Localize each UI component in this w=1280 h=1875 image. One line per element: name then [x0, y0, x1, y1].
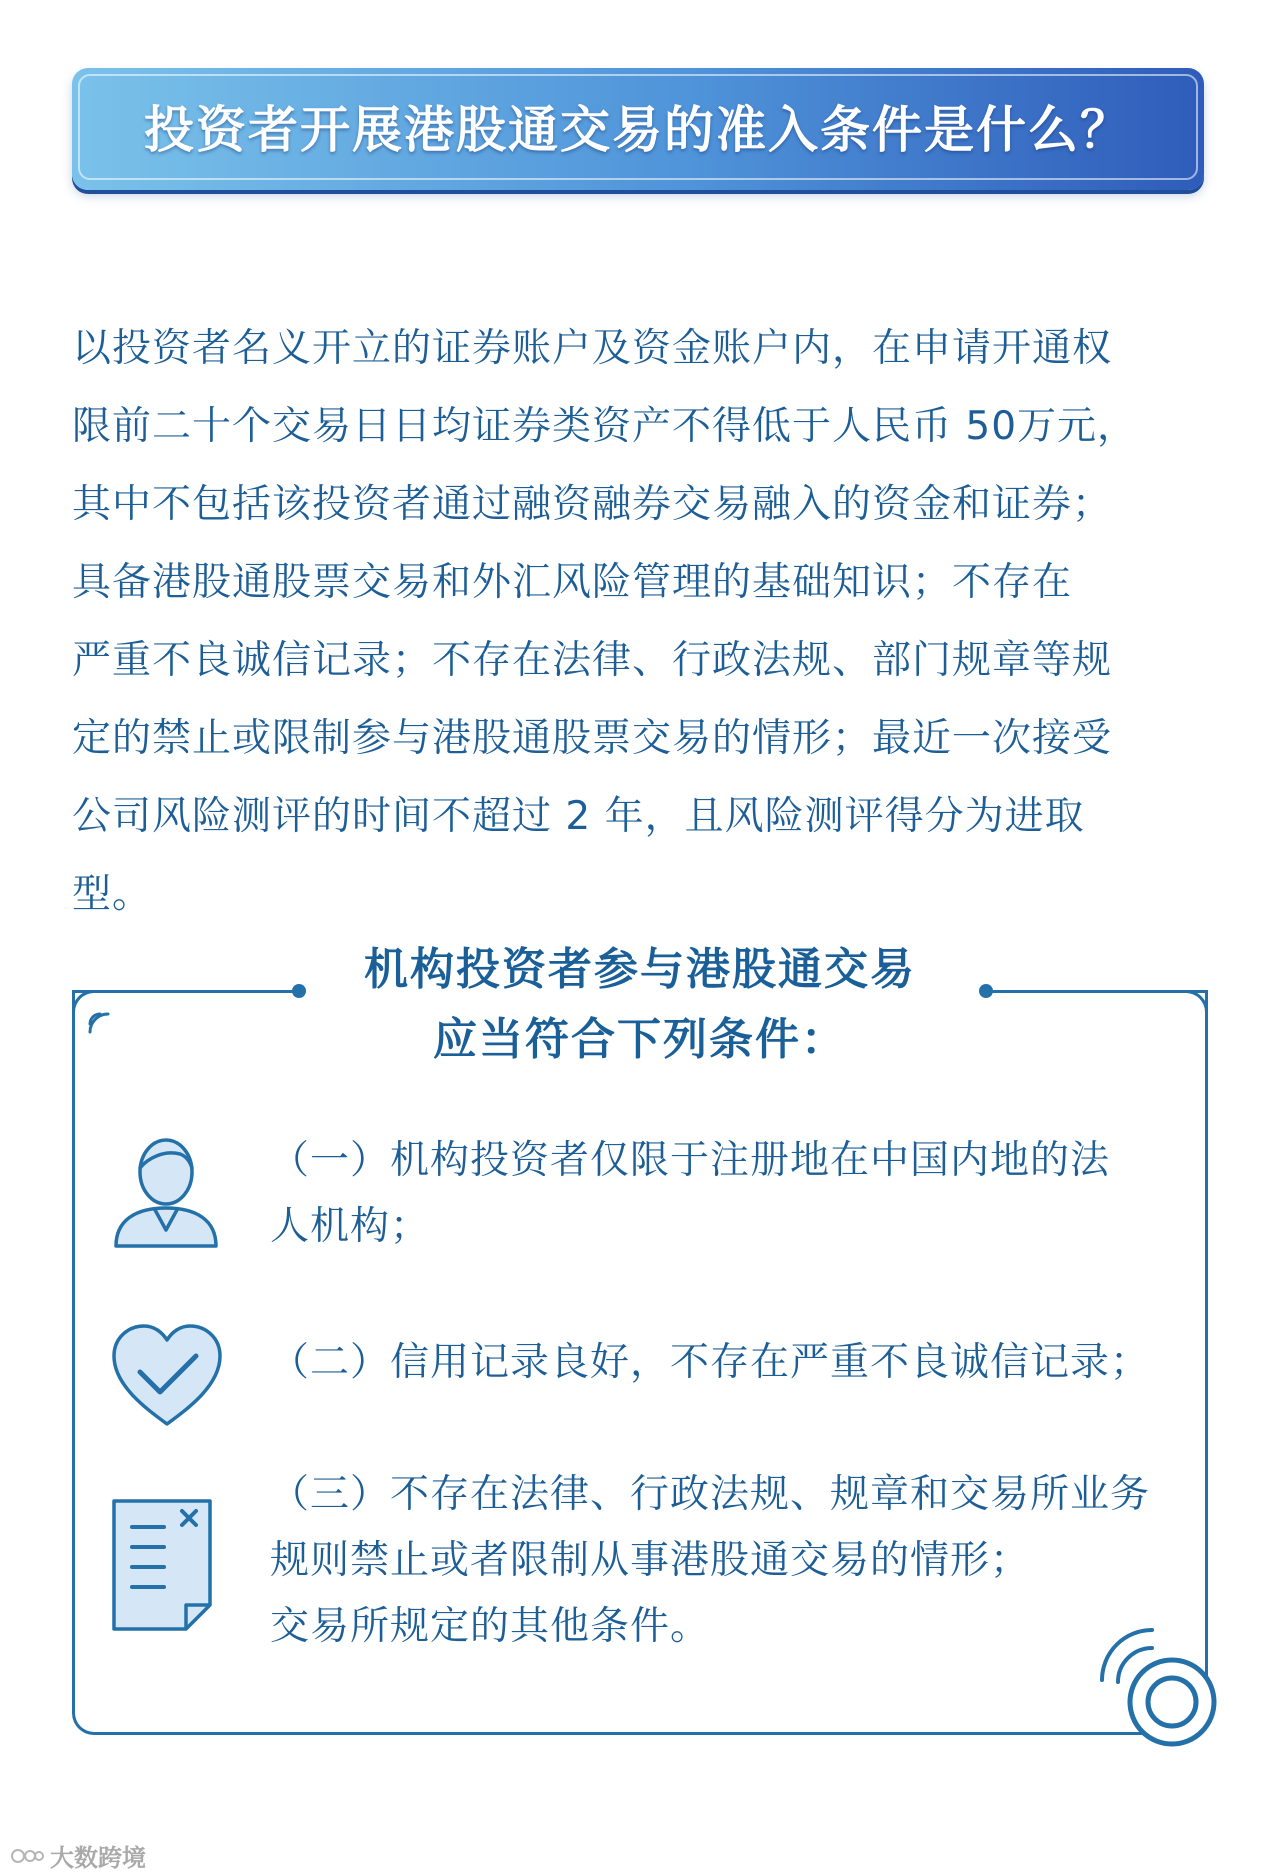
intro-line: 型。 [72, 872, 153, 917]
conditions-title-line: 应当符合下列条件： [433, 1014, 847, 1065]
target-signal-icon [1082, 1620, 1232, 1760]
condition-line: （一）机构投资者仅限于注册地在中国内地的法 [270, 1138, 1111, 1183]
frame-dot-right [979, 984, 993, 998]
intro-line: 定的禁止或限制参与港股通股票交易的情形；最近一次接受 [72, 716, 1113, 761]
watermark-logo-icon [10, 1845, 44, 1867]
condition-item-1 [270, 1128, 1170, 1260]
conditions-title-line: 机构投资者参与港股通交易 [364, 944, 916, 995]
intro-line: 以投资者名义开立的证券账户及资金账户内，在申请开通权 [72, 326, 1113, 371]
condition-line: 规则禁止或者限制从事港股通交易的情形； [270, 1538, 1031, 1583]
conditions-title [300, 935, 980, 1075]
frame-top-line-right [987, 990, 1208, 993]
watermark-text: 大数跨境 [50, 1844, 146, 1872]
watermark [10, 1838, 146, 1873]
condition-line: 交易所规定的其他条件。 [270, 1604, 711, 1649]
intro-line: 公司风险测评的时间不超过 2 年，且风险测评得分为进取 [72, 794, 1085, 839]
intro-line: 其中不包括该投资者通过融资融券交易融入的资金和证券； [72, 482, 1113, 527]
page-title: 投资者开展港股通交易的准入条件是什么？ [144, 101, 1132, 159]
condition-item-3 [270, 1462, 1170, 1660]
frame-top-line-left [72, 990, 297, 993]
intro-paragraph [72, 310, 1207, 934]
condition-item-2 [270, 1330, 1170, 1396]
title-banner [72, 68, 1204, 190]
condition-line: （二）信用记录良好，不存在严重不良诚信记录； [270, 1340, 1151, 1385]
intro-line: 具备港股通股票交易和外汇风险管理的基础知识；不存在 [72, 560, 1073, 605]
intro-line: 限前二十个交易日日均证券类资产不得低于人民币 50万元， [72, 404, 1138, 449]
condition-line: 人机构； [270, 1204, 431, 1249]
person-icon [108, 1128, 224, 1252]
signal-arcs-icon [84, 1004, 124, 1044]
document-icon [108, 1495, 220, 1635]
intro-line: 严重不良诚信记录；不存在法律、行政法规、部门规章等规 [72, 638, 1113, 683]
condition-line: （三）不存在法律、行政法规、规章和交易所业务 [270, 1472, 1151, 1517]
heart-check-icon [108, 1320, 226, 1432]
